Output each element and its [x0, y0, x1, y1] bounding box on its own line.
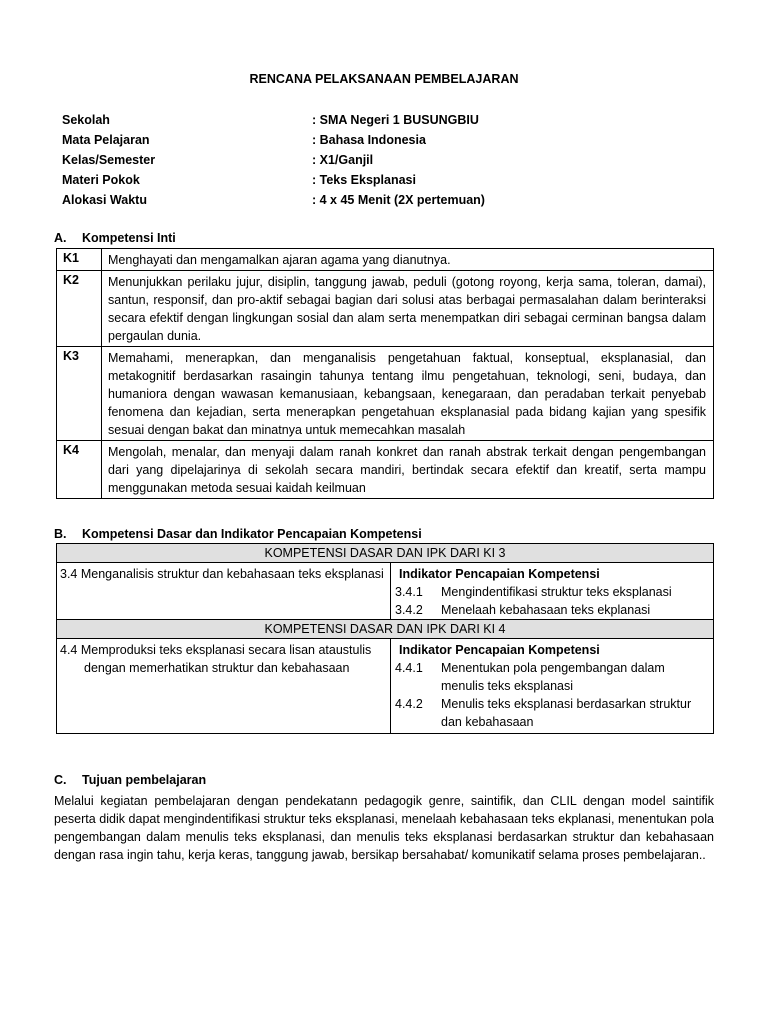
info-value: : SMA Negeri 1 BUSUNGBIU — [312, 113, 479, 127]
indicator-item — [395, 695, 709, 731]
kd-cell — [57, 639, 391, 734]
info-row-kelas-semester — [62, 150, 485, 170]
info-label: Kelas/Semester — [62, 153, 156, 167]
indicator-number: 4.4.2 — [395, 697, 423, 711]
table-row — [57, 544, 714, 563]
ipk-title: Indikator Pencapaian Kompetensi — [399, 567, 600, 581]
table-row — [57, 639, 714, 734]
info-label: Materi Pokok — [62, 173, 140, 187]
indicator-item — [395, 659, 709, 695]
info-row-alokasi-waktu — [62, 190, 485, 210]
ki-text: Mengolah, menalar, dan menyaji dalam ranah konkret dan ranah abstrak terkait dengan pengembangan dari yang dipelajarinya di sekolah secara mandiri, bertindak secara efektif dan kreatif, serta mampu menggunakan metoda sesuai kaidah keilmuan — [102, 441, 714, 499]
section-a-heading — [54, 231, 176, 245]
section-title: Kompetensi Inti — [82, 231, 176, 245]
section-number: C. — [54, 773, 67, 787]
ki-code: K3 — [57, 347, 102, 441]
ipk-cell — [391, 563, 714, 620]
kd-cell — [57, 563, 391, 620]
info-value: : Teks Eksplanasi — [312, 173, 416, 187]
indicator-text: Menelaah kebahasaan teks ekplanasi — [441, 603, 651, 617]
kompetensi-inti-table — [56, 248, 714, 499]
info-row-sekolah — [62, 110, 485, 130]
section-title: Kompetensi Dasar dan Indikator Pencapaian Kompetensi — [82, 527, 422, 541]
info-label: Mata Pelajaran — [62, 133, 150, 147]
info-value: : X1/Ganjil — [312, 153, 374, 167]
kd-text: 3.4 Menganalisis struktur dan kebahasaan teks eksplanasi — [60, 567, 384, 581]
kd-band-header: KOMPETENSI DASAR DAN IPK DARI KI 3 — [57, 544, 714, 563]
ki-text: Menghayati dan mengamalkan ajaran agama yang dianutnya. — [102, 249, 714, 271]
ki-text: Memahami, menerapkan, dan menganalisis pengetahuan faktual, konseptual, eksplanasial, dan metakognitif berdasarkan rasaingin tahunya tentang ilmu pengetahuan, teknologi, seni, budaya, dan humaniora dengan wawasan kemanusiaan, kebangsaan, kenegaraan, dan peradaban terkait penyebab fenomena dan kejadian, serta menerapkan pengetahuan eksplanasial pada bidang kajian yang spesifik sesuai dengan bakat dan minatnya untuk memecahkan masalah — [102, 347, 714, 441]
section-number: B. — [54, 527, 67, 541]
info-row-mata-pelajaran — [62, 130, 485, 150]
indicator-text: Menulis teks eksplanasi berdasarkan struktur dan kebahasaan — [441, 697, 692, 729]
document-title: RENCANA PELAKSANAAN PEMBELAJARAN — [249, 72, 519, 86]
identity-block — [62, 110, 485, 210]
indicator-number: 4.4.1 — [395, 661, 423, 675]
indicator-number: 3.4.2 — [395, 603, 423, 617]
indicator-text: Mengindentifikasi struktur teks eksplanasi — [441, 585, 672, 599]
indicator-item — [395, 583, 709, 601]
info-value: : 4 x 45 Menit (2X pertemuan) — [312, 193, 485, 207]
tujuan-paragraph: Melalui kegiatan pembelajaran dengan pendekatann pedagogik genre, saintifik, dan CLIL dengan model saintifik peserta didik dapat mengindentifikasi struktur teks eksplanasi, menelaah kebahasaan teks ekplanasi, menentukan pola pengembangan dalam menulis teks eksplanasi, dan menulis teks eksplanasi berdasarkan struktur dan kebahasaan dengan rasa ingin tahu, kerja keras, tanggung jawab, bersikap bersahabat/ komunikatif selama proses pembelajaran.. — [54, 794, 714, 862]
table-row — [57, 347, 714, 441]
info-value: : Bahasa Indonesia — [312, 133, 426, 147]
indicator-number: 3.4.1 — [395, 585, 423, 599]
section-c-heading — [54, 773, 206, 787]
info-row-materi-pokok — [62, 170, 485, 190]
indicator-item — [395, 601, 709, 619]
section-b-heading — [54, 527, 422, 541]
table-row — [57, 249, 714, 271]
kd-band-header: KOMPETENSI DASAR DAN IPK DARI KI 4 — [57, 620, 714, 639]
ipk-cell — [391, 639, 714, 734]
ki-code: K2 — [57, 271, 102, 347]
kompetensi-dasar-table — [56, 543, 714, 734]
info-label: Alokasi Waktu — [62, 193, 147, 207]
indicator-text: Menentukan pola pengembangan dalam menulis teks eksplanasi — [441, 661, 665, 693]
ki-code: K1 — [57, 249, 102, 271]
ki-code: K4 — [57, 441, 102, 499]
ipk-title: Indikator Pencapaian Kompetensi — [399, 643, 600, 657]
section-number: A. — [54, 231, 67, 245]
table-row — [57, 271, 714, 347]
table-row — [57, 563, 714, 620]
table-row — [57, 620, 714, 639]
kd-text: 4.4 Memproduksi teks eksplanasi secara lisan ataustulis dengan memerhatikan struktur dan kebahasaan — [60, 643, 372, 675]
ki-text: Menunjukkan perilaku jujur, disiplin, tanggung jawab, peduli (gotong royong, kerja sama, toleran, damai), santun, responsif, dan pro-aktif sebagai bagian dari solusi atas berbagai permasalahan dalam berinteraksi secara efektif dengan lingkungan sosial dan alam serta menempatkan diri sebagai cerminan bangsa dalam pergaulan dunia. — [102, 271, 714, 347]
section-title: Tujuan pembelajaran — [82, 773, 207, 787]
table-row — [57, 441, 714, 499]
info-label: Sekolah — [62, 113, 110, 127]
